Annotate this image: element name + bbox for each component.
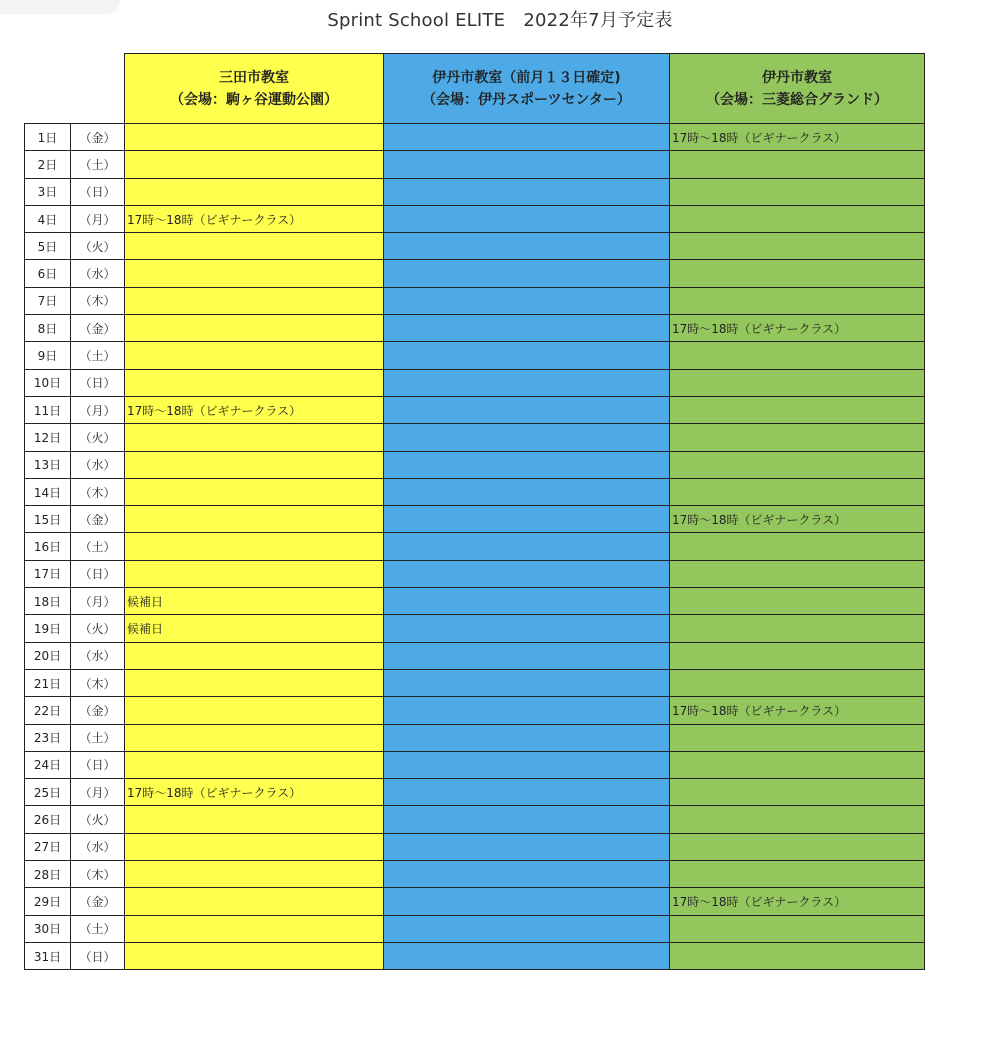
weekday-cell: （土）: [71, 915, 125, 942]
itami-sports-cell: [384, 588, 670, 615]
itami-mitsubishi-cell: [670, 396, 925, 423]
day-cell: 17日: [25, 560, 71, 587]
sanda-cell: [125, 888, 384, 915]
weekday-cell: （水）: [71, 451, 125, 478]
table-row: [25, 669, 925, 696]
itami-mitsubishi-cell: 17時～18時（ビギナークラス）: [670, 124, 925, 151]
day-cell: 21日: [25, 669, 71, 696]
itami-mitsubishi-cell: [670, 424, 925, 451]
table-row: [25, 560, 925, 587]
itami-mitsubishi-cell: [670, 205, 925, 232]
sanda-cell: [125, 533, 384, 560]
day-cell: 19日: [25, 615, 71, 642]
day-cell: 15日: [25, 506, 71, 533]
column-header-line2: （会場：伊丹スポーツセンター）: [422, 91, 631, 108]
itami-mitsubishi-cell: [670, 642, 925, 669]
day-cell: 26日: [25, 806, 71, 833]
sanda-cell: [125, 751, 384, 778]
table-row: [25, 751, 925, 778]
weekday-cell: （日）: [71, 942, 125, 969]
table-row: [25, 806, 925, 833]
itami-mitsubishi-cell: [670, 588, 925, 615]
itami-sports-cell: [384, 669, 670, 696]
sanda-cell: [125, 342, 384, 369]
weekday-cell: （土）: [71, 151, 125, 178]
day-cell: 29日: [25, 888, 71, 915]
weekday-cell: （木）: [71, 478, 125, 505]
table-row: [25, 697, 925, 724]
sanda-cell: [125, 233, 384, 260]
sanda-cell: 17時～18時（ビギナークラス）: [125, 779, 384, 806]
itami-sports-cell: [384, 779, 670, 806]
itami-sports-cell: [384, 151, 670, 178]
weekday-cell: （土）: [71, 342, 125, 369]
column-header-sanda: [125, 54, 384, 124]
itami-sports-cell: [384, 205, 670, 232]
weekday-cell: （日）: [71, 560, 125, 587]
itami-sports-cell: [384, 697, 670, 724]
weekday-cell: （月）: [71, 205, 125, 232]
day-cell: 25日: [25, 779, 71, 806]
itami-mitsubishi-cell: [670, 260, 925, 287]
day-cell: 20日: [25, 642, 71, 669]
itami-sports-cell: [384, 424, 670, 451]
table-row: [25, 151, 925, 178]
itami-sports-cell: [384, 533, 670, 560]
sanda-cell: [125, 315, 384, 342]
itami-sports-cell: [384, 178, 670, 205]
column-header-line2: （会場：駒ヶ谷運動公園）: [170, 91, 338, 108]
itami-mitsubishi-cell: [670, 478, 925, 505]
sanda-cell: [125, 178, 384, 205]
itami-sports-cell: [384, 369, 670, 396]
table-row: [25, 615, 925, 642]
itami-mitsubishi-cell: [670, 178, 925, 205]
table-row: [25, 260, 925, 287]
day-cell: 6日: [25, 260, 71, 287]
sanda-cell: [125, 124, 384, 151]
day-cell: 2日: [25, 151, 71, 178]
day-cell: 11日: [25, 396, 71, 423]
itami-sports-cell: [384, 287, 670, 314]
day-cell: 4日: [25, 205, 71, 232]
day-cell: 14日: [25, 478, 71, 505]
itami-mitsubishi-cell: [670, 779, 925, 806]
sanda-cell: [125, 369, 384, 396]
itami-sports-cell: [384, 888, 670, 915]
itami-mitsubishi-cell: [670, 233, 925, 260]
table-row: [25, 124, 925, 151]
sanda-cell: [125, 560, 384, 587]
table-row: [25, 369, 925, 396]
weekday-cell: （日）: [71, 369, 125, 396]
itami-sports-cell: [384, 260, 670, 287]
day-cell: 18日: [25, 588, 71, 615]
sanda-cell: 候補日: [125, 588, 384, 615]
weekday-cell: （木）: [71, 287, 125, 314]
itami-mitsubishi-cell: 17時～18時（ビギナークラス）: [670, 315, 925, 342]
sanda-cell: [125, 697, 384, 724]
sanda-cell: 17時～18時（ビギナークラス）: [125, 205, 384, 232]
weekday-cell: （金）: [71, 315, 125, 342]
day-cell: 10日: [25, 369, 71, 396]
table-row: [25, 588, 925, 615]
table-row: [25, 942, 925, 969]
itami-mitsubishi-cell: 17時～18時（ビギナークラス）: [670, 888, 925, 915]
itami-sports-cell: [384, 724, 670, 751]
itami-sports-cell: [384, 806, 670, 833]
itami-sports-cell: [384, 342, 670, 369]
itami-mitsubishi-cell: 17時～18時（ビギナークラス）: [670, 697, 925, 724]
itami-sports-cell: [384, 506, 670, 533]
itami-mitsubishi-cell: [670, 942, 925, 969]
weekday-cell: （木）: [71, 861, 125, 888]
table-row: [25, 506, 925, 533]
day-cell: 3日: [25, 178, 71, 205]
itami-mitsubishi-cell: [670, 751, 925, 778]
table-row: [25, 642, 925, 669]
day-cell: 31日: [25, 942, 71, 969]
weekday-cell: （火）: [71, 424, 125, 451]
itami-mitsubishi-cell: [670, 806, 925, 833]
sanda-cell: [125, 915, 384, 942]
column-header-line2: （会場：三菱総合グランド）: [706, 91, 888, 108]
table-row: [25, 861, 925, 888]
column-header-itami-mitsubishi: [670, 54, 925, 124]
itami-sports-cell: [384, 478, 670, 505]
weekday-cell: （木）: [71, 669, 125, 696]
sanda-cell: [125, 861, 384, 888]
day-cell: 12日: [25, 424, 71, 451]
itami-sports-cell: [384, 451, 670, 478]
sanda-cell: [125, 151, 384, 178]
day-cell: 23日: [25, 724, 71, 751]
itami-sports-cell: [384, 642, 670, 669]
sanda-cell: [125, 669, 384, 696]
weekday-cell: （月）: [71, 396, 125, 423]
itami-mitsubishi-cell: [670, 533, 925, 560]
weekday-cell: （月）: [71, 588, 125, 615]
weekday-cell: （水）: [71, 260, 125, 287]
itami-sports-cell: [384, 861, 670, 888]
table-row: [25, 779, 925, 806]
table-row: [25, 287, 925, 314]
sanda-cell: 候補日: [125, 615, 384, 642]
itami-sports-cell: [384, 233, 670, 260]
weekday-cell: （水）: [71, 833, 125, 860]
itami-mitsubishi-cell: [670, 369, 925, 396]
itami-sports-cell: [384, 396, 670, 423]
table-row: [25, 396, 925, 423]
weekday-cell: （火）: [71, 233, 125, 260]
column-header-itami-sports: [384, 54, 670, 124]
weekday-cell: （水）: [71, 642, 125, 669]
itami-mitsubishi-cell: [670, 833, 925, 860]
weekday-cell: （火）: [71, 806, 125, 833]
sanda-cell: [125, 724, 384, 751]
table-row: [25, 342, 925, 369]
column-header-line1: 伊丹市教室（前月１３日確定): [432, 69, 621, 86]
itami-mitsubishi-cell: 17時～18時（ビギナークラス）: [670, 506, 925, 533]
weekday-cell: （日）: [71, 751, 125, 778]
sanda-cell: [125, 451, 384, 478]
weekday-cell: （火）: [71, 615, 125, 642]
day-cell: 28日: [25, 861, 71, 888]
itami-sports-cell: [384, 833, 670, 860]
itami-mitsubishi-cell: [670, 287, 925, 314]
table-row: [25, 205, 925, 232]
weekday-cell: （金）: [71, 124, 125, 151]
day-cell: 27日: [25, 833, 71, 860]
day-cell: 22日: [25, 697, 71, 724]
itami-sports-cell: [384, 751, 670, 778]
day-cell: 5日: [25, 233, 71, 260]
day-cell: 8日: [25, 315, 71, 342]
table-row: [25, 915, 925, 942]
itami-sports-cell: [384, 124, 670, 151]
day-cell: 9日: [25, 342, 71, 369]
sanda-cell: 17時～18時（ビギナークラス）: [125, 396, 384, 423]
itami-mitsubishi-cell: [670, 861, 925, 888]
weekday-cell: （日）: [71, 178, 125, 205]
weekday-cell: （月）: [71, 779, 125, 806]
table-row: [25, 451, 925, 478]
sanda-cell: [125, 287, 384, 314]
table-row: [25, 424, 925, 451]
table-row: [25, 178, 925, 205]
table-row: [25, 478, 925, 505]
weekday-cell: （金）: [71, 888, 125, 915]
header-blank-weekday: [71, 54, 125, 124]
itami-mitsubishi-cell: [670, 451, 925, 478]
table-row: [25, 833, 925, 860]
weekday-cell: （金）: [71, 697, 125, 724]
itami-mitsubishi-cell: [670, 560, 925, 587]
sanda-cell: [125, 806, 384, 833]
header-row: [25, 54, 925, 124]
itami-sports-cell: [384, 915, 670, 942]
itami-sports-cell: [384, 942, 670, 969]
schedule-table: [24, 53, 925, 970]
table-row: [25, 533, 925, 560]
table-row: [25, 724, 925, 751]
itami-mitsubishi-cell: [670, 915, 925, 942]
sanda-cell: [125, 833, 384, 860]
itami-sports-cell: [384, 560, 670, 587]
table-row: [25, 315, 925, 342]
sanda-cell: [125, 424, 384, 451]
weekday-cell: （金）: [71, 506, 125, 533]
itami-sports-cell: [384, 315, 670, 342]
table-row: [25, 233, 925, 260]
sanda-cell: [125, 478, 384, 505]
page-title: Sprint School ELITE 2022年7月予定表: [327, 10, 673, 31]
sanda-cell: [125, 260, 384, 287]
itami-sports-cell: [384, 615, 670, 642]
column-header-line1: 伊丹市教室: [762, 69, 832, 86]
sanda-cell: [125, 642, 384, 669]
day-cell: 16日: [25, 533, 71, 560]
weekday-cell: （土）: [71, 724, 125, 751]
day-cell: 1日: [25, 124, 71, 151]
table-row: [25, 888, 925, 915]
weekday-cell: （土）: [71, 533, 125, 560]
day-cell: 7日: [25, 287, 71, 314]
itami-mitsubishi-cell: [670, 669, 925, 696]
sanda-cell: [125, 942, 384, 969]
itami-mitsubishi-cell: [670, 342, 925, 369]
day-cell: 24日: [25, 751, 71, 778]
itami-mitsubishi-cell: [670, 724, 925, 751]
day-cell: 30日: [25, 915, 71, 942]
header-blank-day: [25, 54, 71, 124]
itami-mitsubishi-cell: [670, 151, 925, 178]
itami-mitsubishi-cell: [670, 615, 925, 642]
column-header-line1: 三田市教室: [219, 69, 289, 86]
sanda-cell: [125, 506, 384, 533]
day-cell: 13日: [25, 451, 71, 478]
